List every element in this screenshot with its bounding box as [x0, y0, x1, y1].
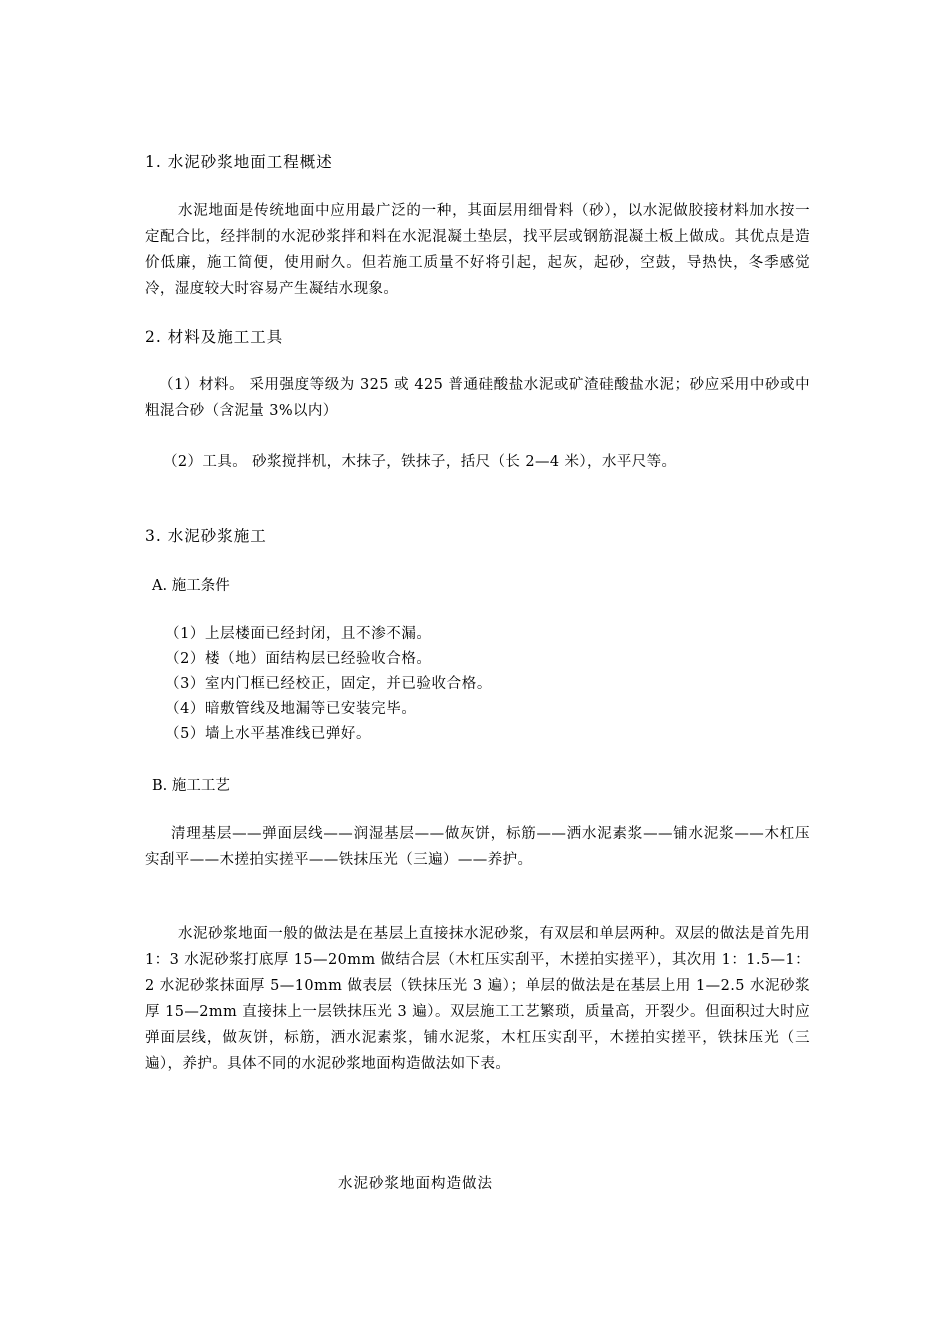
subsection-b-heading: B. 施工工艺 [152, 778, 230, 794]
list-item: （2）楼（地）面结构层已经验收合格。 [165, 651, 432, 667]
section-2-heading: 2. 材料及施工工具 [145, 328, 284, 346]
subsection-a-heading: A. 施工条件 [152, 578, 230, 594]
table-caption: 水泥砂浆地面构造做法 [338, 1176, 493, 1192]
list-item: （1）上层楼面已经封闭，且不渗不漏。 [165, 626, 432, 642]
tools-paragraph: （2）工具。 砂浆搅拌机，木抹子，铁抹子，括尺（长 2—4 米），水平尺等。 [163, 454, 677, 470]
list-item: （3）室内门框已经校正，固定，并已验收合格。 [165, 676, 492, 692]
list-item: （4）暗敷管线及地漏等已安装完毕。 [165, 701, 417, 717]
section-1-heading: 1. 水泥砂浆地面工程概述 [145, 153, 333, 171]
list-item: （5）墙上水平基准线已弹好。 [165, 726, 372, 742]
conditions-list [165, 622, 830, 747]
process-paragraph: 清理基层——弹面层线——润湿基层——做灰饼，标筋——洒水泥素浆——铺水泥浆——木杠压实刮平——木搓拍实搓平——铁抹压光（三遍）——养护。 [145, 826, 810, 868]
description-paragraph: 水泥砂浆地面一般的做法是在基层上直接抹水泥砂浆，有双层和单层两种。双层的做法是首先用 1：3 水泥砂浆打底厚 15—20mm 做结合层（木杠压实刮平，木搓拍实搓平），其次用 1：1.5—1：2 水泥砂浆抹面厚 5—10mm 做表层（铁抹压光 3 遍）；单层的做法是在基层上用 1—2.5 水泥砂浆厚 15—2mm 直接抹上一层铁抹压光 3 遍）。双层施工工艺繁琐，质量高，开裂少。但面积过大时应弹面层线，做灰饼，标筋，洒水泥素浆，铺水泥浆，木杠压实刮平，木搓拍实搓平，铁抹压光（三遍），养护。具体不同的水泥砂浆地面构造做法如下表。 [145, 926, 810, 1072]
section-3-heading: 3. 水泥砂浆施工 [145, 527, 267, 545]
materials-paragraph: （1）材料。 采用强度等级为 325 或 425 普通硅酸盐水泥或矿渣硅酸盐水泥；砂应采用中砂或中粗混合砂（含泥量 3%以内） [145, 377, 810, 419]
section-1-paragraph: 水泥地面是传统地面中应用最广泛的一种，其面层用细骨料（砂），以水泥做胶接材料加水按一定配合比，经拌制的水泥砂浆拌和料在水泥混凝土垫层，找平层或钢筋混凝土板上做成。其优点是造价低廉，施工简便，使用耐久。但若施工质量不好将引起，起灰，起砂，空鼓，导热快，冬季感觉冷，湿度较大时容易产生凝结水现象。 [145, 203, 810, 297]
